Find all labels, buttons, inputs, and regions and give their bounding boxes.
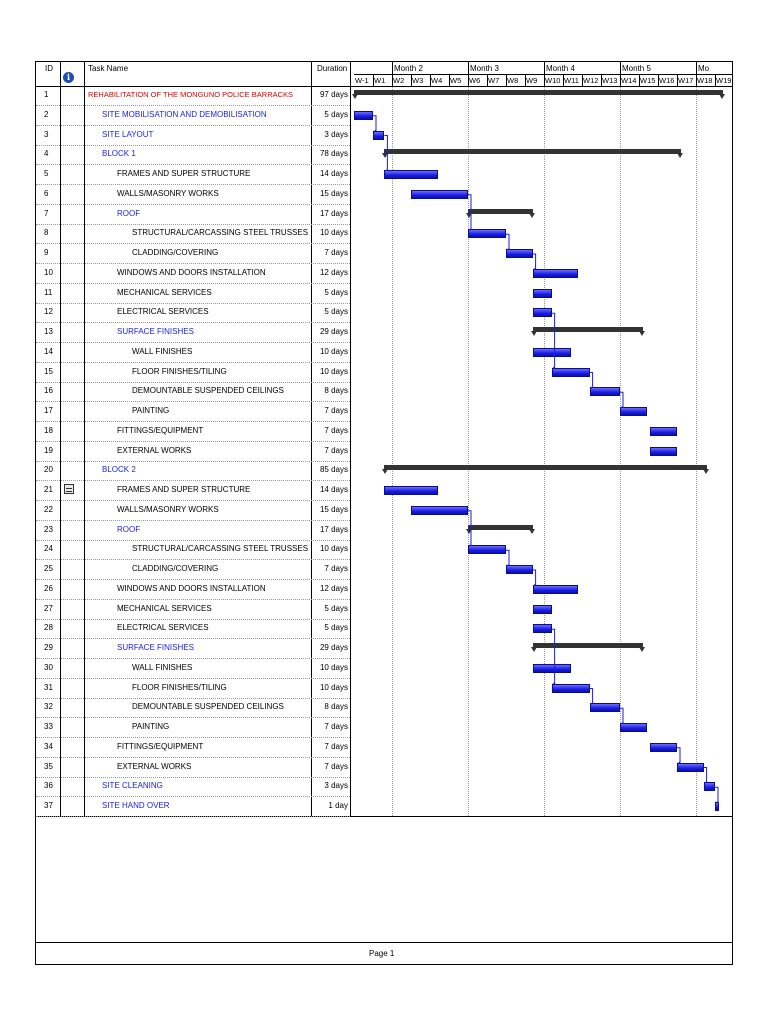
task-duration[interactable]: 12 days — [319, 267, 348, 277]
task-duration[interactable]: 78 days — [319, 149, 348, 159]
task-id: 29 — [44, 643, 53, 652]
task-name[interactable]: SURFACE FINISHES — [117, 327, 194, 336]
task-duration[interactable]: 8 days — [324, 386, 348, 396]
week-label: W6 — [469, 76, 481, 85]
dependency-links — [36, 62, 733, 816]
dependency-arrow — [384, 136, 387, 172]
task-id: 34 — [44, 741, 53, 751]
dependency-arrow — [373, 116, 376, 132]
task-duration[interactable]: 17 days — [319, 524, 348, 534]
task-name[interactable]: STRUCTURAL/CARCASSING STEEL TRUSSES — [132, 228, 309, 238]
dependency-arrow — [715, 787, 718, 803]
task-name[interactable]: SURFACE FINISHES — [117, 643, 194, 652]
task-id: 24 — [44, 544, 53, 554]
task-name[interactable]: ROOF — [117, 208, 141, 218]
task-duration[interactable]: 15 days — [319, 188, 348, 198]
task-duration[interactable]: 14 days — [319, 485, 348, 494]
task-name[interactable]: DEMOUNTABLE SUSPENDED CEILINGS — [132, 702, 284, 712]
task-name[interactable]: MECHANICAL SERVICES — [117, 603, 212, 613]
task-name[interactable]: EXTERNAL WORKS — [117, 445, 192, 455]
task-id: 13 — [44, 327, 53, 336]
task-duration[interactable]: 29 days — [319, 327, 348, 336]
task-id: 4 — [44, 149, 49, 159]
task-name[interactable]: CLADDING/COVERING — [132, 248, 219, 257]
task-id: 31 — [44, 682, 53, 692]
task-name[interactable]: FLOOR FINISHES/TILING — [132, 366, 227, 376]
week-label: W2 — [393, 76, 405, 85]
task-id: 17 — [44, 406, 53, 415]
week-label: W4 — [431, 76, 443, 85]
task-id: 5 — [44, 169, 49, 178]
task-name[interactable]: WALL FINISHES — [132, 662, 193, 672]
task-id: 14 — [44, 346, 53, 356]
task-name[interactable]: BLOCK 1 — [102, 149, 136, 159]
task-id: 10 — [44, 267, 53, 277]
week-label: W9 — [526, 76, 538, 85]
week-label: W-1 — [355, 76, 369, 85]
task-duration[interactable]: 10 days — [319, 662, 348, 672]
week-label: W11 — [564, 76, 579, 85]
task-duration[interactable]: 97 days — [319, 90, 348, 99]
week-label: W16 — [659, 76, 675, 85]
task-duration[interactable]: 14 days — [319, 169, 348, 178]
task-name[interactable]: ROOF — [117, 524, 141, 534]
task-duration[interactable]: 10 days — [319, 228, 348, 238]
week-label: W8 — [507, 76, 519, 85]
month-label: Month 5 — [622, 64, 651, 73]
task-duration[interactable]: 7 days — [324, 425, 348, 435]
task-name-column-header[interactable]: Task Name — [88, 64, 129, 73]
task-name[interactable]: WALL FINISHES — [132, 346, 193, 356]
task-duration[interactable]: 10 days — [319, 544, 348, 554]
task-name[interactable]: FITTINGS/EQUIPMENT — [117, 741, 204, 751]
task-id: 2 — [44, 109, 49, 119]
task-id: 25 — [44, 564, 53, 573]
task-duration[interactable]: 7 days — [324, 722, 348, 731]
task-id: 9 — [44, 248, 49, 257]
month-label: Mo — [698, 64, 710, 73]
dependency-arrow — [468, 511, 471, 547]
task-id: 11 — [44, 287, 53, 297]
task-id: 37 — [44, 801, 53, 810]
week-label: W12 — [583, 76, 599, 85]
dependency-arrow — [533, 254, 536, 270]
task-duration[interactable]: 8 days — [324, 702, 348, 712]
month-label: Month 4 — [546, 64, 575, 73]
duration-column-header[interactable]: Duration — [317, 64, 348, 73]
task-duration[interactable]: 12 days — [319, 583, 348, 593]
week-label: W5 — [450, 76, 462, 85]
task-id: 30 — [44, 662, 53, 672]
task-duration[interactable]: 3 days — [324, 129, 348, 139]
task-duration[interactable]: 5 days — [324, 603, 348, 613]
task-id: 22 — [44, 504, 53, 514]
task-id: 35 — [44, 761, 53, 771]
task-name[interactable]: REHABILITATION OF THE MONGUNO POLICE BARRACKS — [88, 90, 294, 99]
week-label: W17 — [678, 76, 694, 85]
task-duration[interactable]: 10 days — [319, 346, 348, 356]
week-label: W10 — [545, 76, 561, 85]
task-duration[interactable]: 10 days — [319, 366, 348, 376]
task-duration[interactable]: 5 days — [324, 109, 348, 119]
task-id: 12 — [44, 307, 53, 317]
task-duration[interactable]: 7 days — [324, 761, 348, 771]
info-icon[interactable]: i — [63, 72, 74, 83]
task-duration[interactable]: 7 days — [324, 741, 348, 751]
task-id: 32 — [44, 702, 53, 712]
task-id: 7 — [44, 208, 49, 218]
gantt-sheet — [35, 61, 733, 965]
dependency-arrow — [506, 550, 509, 566]
dependency-arrow — [552, 629, 555, 684]
week-label: W14 — [621, 76, 637, 85]
task-name[interactable]: SITE LAYOUT — [102, 129, 154, 139]
task-name[interactable]: WALLS/MASONRY WORKS — [117, 188, 219, 198]
task-duration[interactable]: 7 days — [324, 406, 348, 415]
task-duration[interactable]: 3 days — [324, 781, 348, 791]
task-id: 21 — [44, 485, 53, 494]
week-label: W1 — [374, 76, 386, 85]
task-name[interactable]: CLADDING/COVERING — [132, 564, 219, 573]
task-name[interactable]: MECHANICAL SERVICES — [117, 287, 212, 297]
task-name[interactable]: EXTERNAL WORKS — [117, 761, 192, 771]
task-id: 19 — [44, 445, 53, 455]
task-id: 18 — [44, 425, 53, 435]
task-name[interactable]: WINDOWS AND DOORS INSTALLATION — [117, 267, 266, 277]
dependency-arrow — [620, 392, 623, 408]
task-duration[interactable]: 7 days — [324, 445, 348, 455]
task-name[interactable]: FITTINGS/EQUIPMENT — [117, 425, 204, 435]
task-name[interactable]: FLOOR FINISHES/TILING — [132, 682, 227, 692]
task-name[interactable]: BLOCK 2 — [102, 465, 136, 475]
dependency-arrow — [620, 708, 623, 724]
dependency-arrow — [533, 570, 536, 586]
task-duration[interactable]: 5 days — [324, 623, 348, 633]
task-id: 26 — [44, 583, 53, 593]
id-column-header[interactable]: ID — [45, 64, 53, 73]
dependency-arrow — [468, 195, 471, 231]
task-name[interactable]: DEMOUNTABLE SUSPENDED CEILINGS — [132, 386, 284, 396]
page-number: Page 1 — [369, 949, 395, 958]
dependency-arrow — [704, 768, 707, 784]
task-name[interactable]: WINDOWS AND DOORS INSTALLATION — [117, 583, 266, 593]
task-name[interactable]: STRUCTURAL/CARCASSING STEEL TRUSSES — [132, 544, 309, 554]
task-name[interactable]: SITE CLEANING — [102, 781, 163, 791]
task-name[interactable]: SITE HAND OVER — [102, 801, 170, 810]
task-id: 33 — [44, 722, 53, 731]
task-id: 16 — [44, 386, 53, 396]
task-name[interactable]: ELECTRICAL SERVICES — [117, 623, 209, 633]
task-name[interactable]: SITE MOBILISATION AND DEMOBILISATION — [102, 109, 267, 119]
dependency-arrow — [677, 748, 680, 764]
task-name[interactable]: PAINTING — [132, 722, 170, 731]
task-duration[interactable]: 7 days — [324, 248, 348, 257]
dependency-arrow — [590, 373, 593, 389]
dependency-arrow — [590, 689, 593, 705]
task-duration[interactable]: 1 day — [328, 801, 348, 810]
task-id: 8 — [44, 228, 49, 238]
task-name[interactable]: WALLS/MASONRY WORKS — [117, 504, 219, 514]
task-name[interactable]: PAINTING — [132, 406, 170, 415]
week-label: W15 — [640, 76, 656, 85]
task-duration[interactable]: 5 days — [324, 287, 348, 297]
task-name[interactable]: ELECTRICAL SERVICES — [117, 307, 209, 317]
task-name[interactable]: FRAMES AND SUPER STRUCTURE — [117, 485, 251, 494]
week-label: W3 — [412, 76, 424, 85]
page-footer — [36, 942, 732, 967]
week-label: W13 — [602, 76, 618, 85]
task-id: 6 — [44, 188, 49, 198]
dependency-arrow — [552, 313, 555, 368]
week-label: W19 — [716, 76, 732, 85]
task-id: 23 — [44, 524, 53, 534]
task-duration[interactable]: 17 days — [319, 208, 348, 218]
task-id: 15 — [44, 366, 53, 376]
task-id: 27 — [44, 603, 53, 613]
task-duration[interactable]: 10 days — [319, 682, 348, 692]
month-label: Month 3 — [470, 64, 499, 73]
task-id: 36 — [44, 781, 53, 791]
week-label: W18 — [697, 76, 713, 85]
task-duration[interactable]: 85 days — [319, 465, 348, 475]
task-duration[interactable]: 5 days — [324, 307, 348, 317]
task-duration[interactable]: 15 days — [319, 504, 348, 514]
dependency-arrow — [506, 234, 509, 250]
task-id: 1 — [44, 90, 49, 99]
month-label: Month 2 — [394, 64, 423, 73]
task-duration[interactable]: 29 days — [319, 643, 348, 652]
task-id: 3 — [44, 129, 49, 139]
task-id: 20 — [44, 465, 53, 475]
task-duration[interactable]: 7 days — [324, 564, 348, 573]
week-label: W7 — [488, 76, 500, 85]
task-name[interactable]: FRAMES AND SUPER STRUCTURE — [117, 169, 251, 178]
task-id: 28 — [44, 623, 53, 633]
